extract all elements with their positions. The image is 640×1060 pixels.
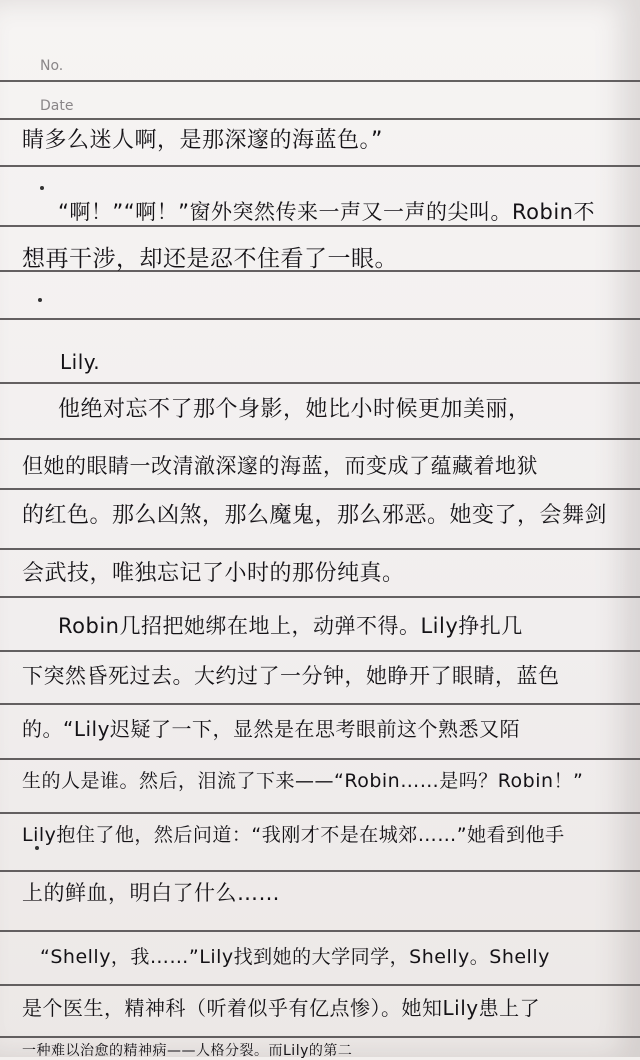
text-line: “Shelly，我……”Lily找到她的大学同学，Shelly。Shelly: [40, 946, 550, 968]
text-line: 想再干涉，却还是忍不住看了一眼。: [22, 246, 398, 272]
ruled-line: [0, 812, 640, 814]
text-line: Lily.: [60, 350, 101, 374]
ruled-line: [0, 118, 640, 120]
no-label: No.: [40, 58, 64, 74]
text-line: 的。“Lily迟疑了一下，显然是在思考眼前这个熟悉又陌: [22, 717, 520, 741]
ruled-line: [0, 318, 640, 320]
ruled-line: [0, 548, 640, 550]
ruled-line: [0, 438, 640, 440]
ruled-line: [0, 596, 640, 598]
ruled-line: [0, 382, 640, 384]
ruled-line: [0, 488, 640, 490]
text-line: 睛多么迷人啊，是那深邃的海蓝色。”: [22, 128, 383, 153]
text-line: 但她的眼睛一改清澈深邃的海蓝，而变成了蕴藏着地狱: [22, 454, 538, 478]
ruled-line: [0, 165, 640, 167]
text-line: 会武技，唯独忘记了小时的那份纯真。: [22, 561, 405, 586]
text-line: 是个医生，精神科（听着似乎有亿点惨）。她知Lily患上了: [22, 996, 541, 1020]
date-label: Date: [40, 98, 74, 114]
ruled-line: [0, 703, 640, 705]
text-line: 下突然昏死过去。大约过了一分钟，她睁开了眼睛，蓝色: [22, 664, 560, 688]
text-line: 他绝对忘不了那个身影，她比小时候更加美丽，: [58, 397, 531, 422]
ruled-line: [0, 80, 640, 82]
ruled-line: [0, 930, 640, 932]
text-line: Robin几招把她绑在地上，动弹不得。Lily挣扎几: [58, 614, 523, 638]
text-line: 一种难以治愈的精神病——人格分裂。而Lily的第二: [22, 1043, 353, 1059]
ruled-line: [0, 984, 640, 986]
ruled-line: [0, 650, 640, 652]
ruled-line: [0, 758, 640, 760]
ink-dot: [40, 186, 44, 190]
text-line: Lily抱住了他，然后问道：“我刚才不是在城郊……”她看到他手: [22, 824, 565, 846]
ruled-line: [0, 870, 640, 872]
ink-dot: [38, 298, 42, 302]
text-line: “啊！”“啊！”窗外突然传来一声又一声的尖叫。Robin不: [58, 200, 595, 224]
ruled-line: [0, 1036, 640, 1038]
text-line: 生的人是谁。然后，泪流了下来——“Robin……是吗？Robin！”: [22, 770, 584, 792]
text-line: 的红色。那么凶煞，那么魔鬼，那么邪恶。她变了，会舞剑: [22, 503, 608, 528]
text-line: 上的鲜血，明白了什么……: [22, 881, 280, 905]
